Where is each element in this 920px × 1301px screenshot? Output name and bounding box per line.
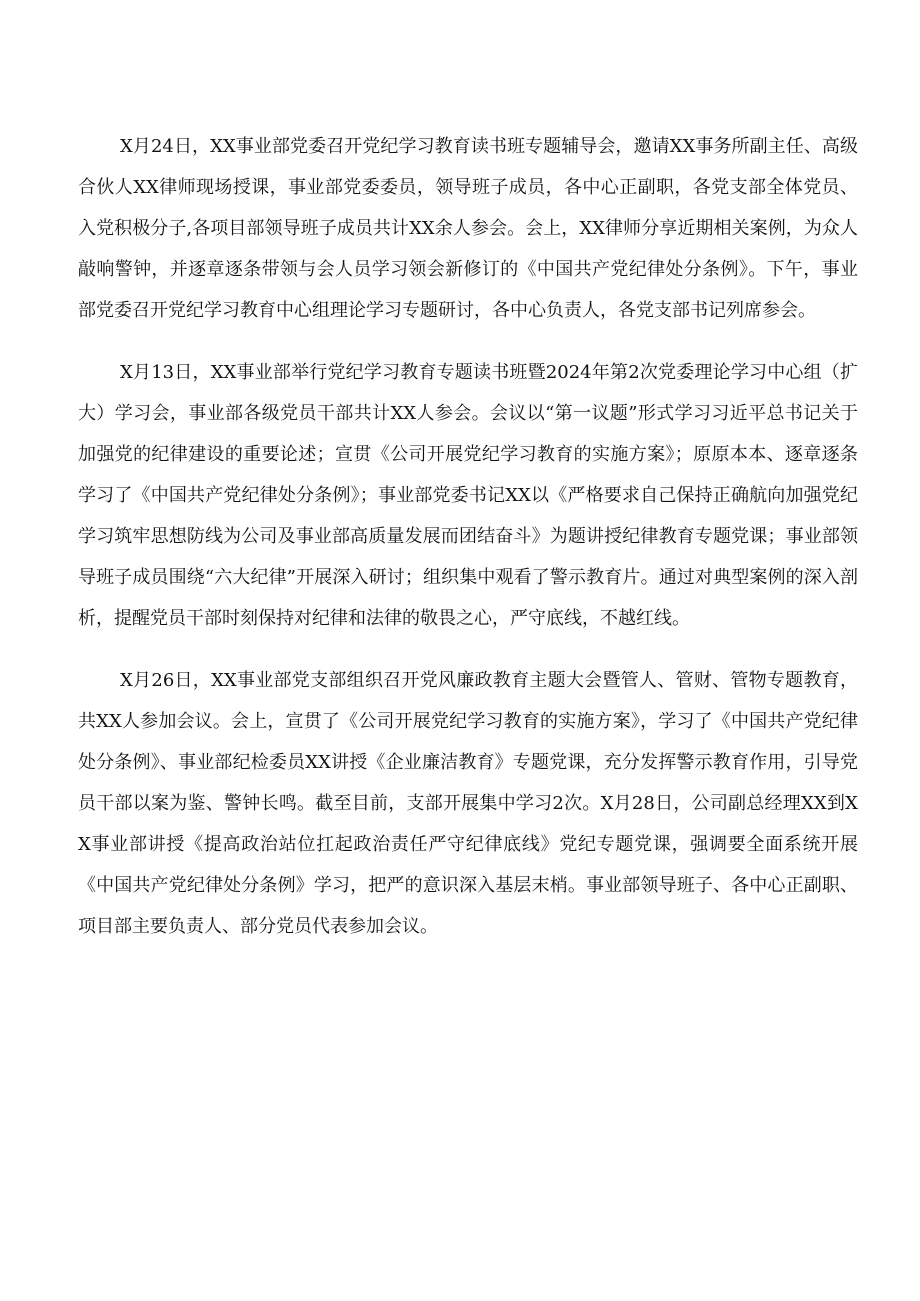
- paragraph-3: X月26日，XX事业部党支部组织召开党风廉政教育主题大会暨管人、管财、管物专题教育，共XX人参加会议。会上，宣贯了《公司开展党纪学习教育的实施方案》，学习了《中国共产党纪律处分条例》、事业部纪检委员XX讲授《企业廉洁教育》专题党课，充分发挥警示教育作用，引导党员干部以案为鉴、警钟长鸣。截至目前，支部开展集中学习2次。X月28日，公司副总经理XX到XX事业部讲授《提高政治站位扛起政治责任严守纪律底线》党纪专题党课，强调要全面系统开展《中国共产党纪律处分条例》学习，把严的意识深入基层末梢。事业部领导班子、各中心正副职、项目部主要负责人、部分党员代表参加会议。: [78, 670, 858, 937]
- paragraph-1: X月24日，XX事业部党委召开党纪学习教育读书班专题辅导会，邀请XX事务所副主任、高级合伙人XX律师现场授课，事业部党委委员，领导班子成员，各中心正副职，各党支部全体党员、入党积极分子,各项目部领导班子成员共计XX余人参会。会上，XX律师分享近期相关案例，为众人敲响警钟，并逐章逐条带领与会人员学习领会新修订的《中国共产党纪律处分条例》。下午，事业部党委召开党纪学习教育中心组理论学习专题研讨，各中心负责人，各党支部书记列席参会。: [78, 136, 858, 321]
- document-body: [78, 126, 858, 968]
- paragraph-2: X月13日，XX事业部举行党纪学习教育专题读书班暨2024年第2次党委理论学习中心组（扩大）学习会，事业部各级党员干部共计XX人参会。会议以“第一议题”形式学习习近平总书记关于加强党的纪律建设的重要论述；宣贯《公司开展党纪学习教育的实施方案》；原原本本、逐章逐条学习了《中国共产党纪律处分条例》；事业部党委书记XX以《严格要求自己保持正确航向加强党纪学习筑牢思想防线为公司及事业部高质量发展而团结奋斗》为题讲授纪律教育专题党课；事业部领导班子成员围绕“六大纪律”开展深入研讨；组织集中观看了警示教育片。通过对典型案例的深入剖析，提醒党员干部时刻保持对纪律和法律的敬畏之心，严守底线，不越红线。: [78, 362, 858, 629]
